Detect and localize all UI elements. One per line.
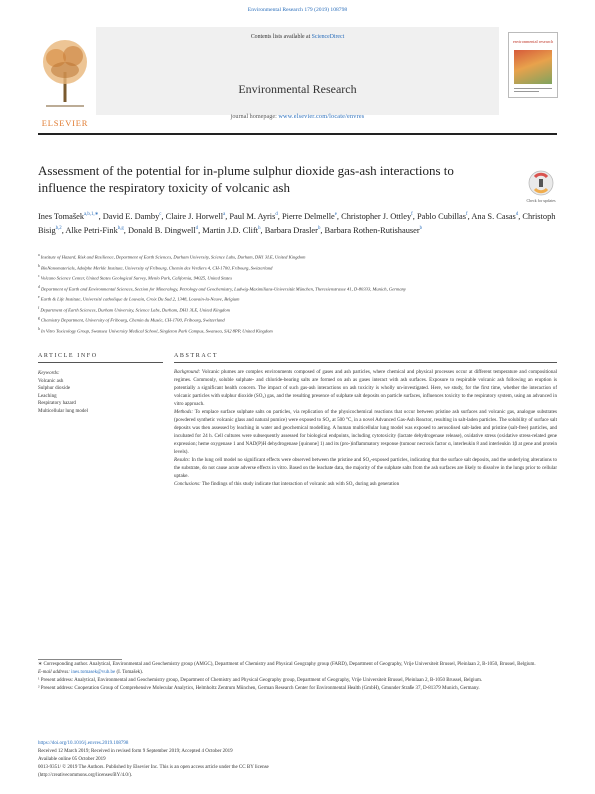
author[interactable]: Barbara Rothen-Rutishauser$^b$ — [324, 226, 423, 236]
author-list: Ines Tomašek$^{a,b,1,∗}$, David E. Damby$^c$, Claire J. Horwell$^a$, Paul M. Ayris$^d$, Pierre Delmelle$^e$, Christopher J. Ottley$^f$, Pablo Cubillas$^f$, Ana S. Casas$^d$, Christoph Bisig$^{b,2}$, Alke Petri-Fink$^{b,g}$, Donald B. Dingwell$^d$, Martin J.D. Clift$^h$, Barbara Drasler$^b$, Barbara Rothen-Rutishauser$^b$ — [38, 211, 556, 236]
author[interactable]: Pierre Delmelle$^e$ — [281, 211, 337, 221]
keyword: Multicellular lung model — [38, 408, 88, 414]
email-link[interactable]: ines.tomasek@vub.be — [71, 670, 116, 676]
journal-name: Environmental Research — [238, 82, 357, 96]
affiliation: $^f$ Department of Earth Sciences, Durham University, Science Labs, Durham, DH1 3LE, United Kingdom — [38, 305, 230, 313]
keyword: Leaching — [38, 393, 57, 399]
affiliation: $^b$ BioNanomaterials, Adolphe Merkle Institute, University of Fribourg, Chemin des Verdiers 4, CH-1700, Fribourg, Switzerland — [38, 263, 273, 271]
author[interactable]: Ana S. Casas$^d$ — [471, 211, 519, 221]
header-background — [96, 27, 499, 115]
check-for-updates-icon[interactable] — [526, 169, 556, 201]
received-dates: Received 12 March 2019; Received in revised form 9 September 2019; Accepted 4 October 2019 — [38, 749, 233, 755]
affiliation: $^d$ Department of Earth and Environmental Sciences, Section for Mineralogy, Petrology and Geochemistry, Ludwig-Maximilians-Universität München, Theresienstrasse 41, D-80333, Munich, Germany — [38, 284, 406, 292]
footnotes — [38, 661, 557, 693]
abstract-methods: Methods: To emplace surface sulphate salts on particles, via replication of the physicochemical reactions that occur between pristine ash surfaces and volcanic gas, analogue substrates (powdered synthetic volcanic glass and natural pumice) were exposed to SO₂ at 500 °C, in a novel Advanced Gas-Ash Reactor, resulting in salt-laden particles. The solubility of surface salt deposits was then assessed by leaching in water and geochemical modelling. A human multicellular lung model was exposed to aerosolised salt-laden and pristine (salt-free) particles, and incubated for 24 h. Cell cultures were subsequently assessed for biological endpoints, including cytotoxicity (lactate dehydrogenase release), oxidative stress (oxidative stress-related gene expression; heme oxygenase 1 and NAD(P)H dehydrogenase [quinone] 1) and its (pro-)inflammatory response (tumour necrosis factor α, interleukin 8 and interleukin 1β at gene and protein levels). — [174, 408, 558, 455]
sciencedirect-link[interactable]: ScienceDirect — [311, 34, 345, 40]
present-address-note: ² Present address: Cooperation Group of Comprehensive Molecular Analytics, Helmholtz Zentrum München, German Research Center for Environmental Health (GmbH), Gmunder Straße 37, D-81379 Munich, Germany. — [38, 686, 480, 692]
author[interactable]: Barbara Drasler$^b$ — [264, 226, 321, 236]
affiliation: $^g$ Chemistry Department, University of Fribourg, Chemin du Musée, CH-1700, Fribourg, Switzerland — [38, 316, 225, 323]
cover-image — [514, 50, 552, 84]
keywords-heading: Keywords: — [38, 371, 60, 376]
email-line: E-mail address: ines.tomasek@vub.be (I. Tomašek). — [38, 670, 144, 676]
corresponding-author-note: ∗ Corresponding author. Analytical, Environmental and Geochemistry group (AMGC), Department of Chemistry and Physical Geography group (FARD), Department of Geography, Vrije Universiteit Brussel, Pleinlaan 2, B-1050, Brussel, Belgium. — [38, 662, 536, 667]
author[interactable]: Donald B. Dingwell$^d$ — [127, 226, 199, 236]
author[interactable]: Martin J.D. Clift$^h$ — [202, 226, 261, 236]
publication-info — [38, 740, 557, 780]
affiliation: $^h$ In Vitro Toxicology Group, Swansea University Medical School, Singleton Park Campus, Swansea, SA2 8PP, United Kingdom — [38, 327, 273, 334]
keyword: Respiratory hazard — [38, 401, 76, 407]
keywords-block — [38, 370, 163, 416]
elsevier-logo — [38, 32, 92, 128]
abstract-heading: ABSTRACT — [174, 353, 219, 359]
cover-rule — [514, 88, 552, 89]
copyright-notice: 0013-9351/ © 2019 The Authors. Published by Elsevier Inc. This is an open access article under the CC BY license — [38, 765, 269, 771]
homepage-link[interactable]: www.elsevier.com/locate/envres — [278, 113, 365, 120]
abstract-results: Results: In the lung cell model no significant effects were observed between the pristine and SO₂-exposed particles, indicating that the surface salt deposits, and the underlying alterations to the substrate, do not cause acute adverse effects in vitro. Based on the leachate data, the majority of the sulphate salts from the ash surfaces are likely to dissolve in the lungs prior to cellular uptake. — [174, 456, 558, 479]
journal-cover[interactable] — [508, 32, 558, 98]
abstract-rule — [174, 362, 557, 363]
affiliation: $^c$ Volcano Science Center, United States Geological Survey, Menlo Park, California, 94025, United States — [38, 274, 233, 281]
keyword: Volcanic ash — [38, 378, 64, 384]
online-date: Available online 05 October 2019 — [38, 757, 106, 763]
article-title: Assessment of the potential for in-plume sulphur dioxide gas-ash interactions to influence the respiratory toxicity of volcanic ash — [38, 163, 454, 195]
author[interactable]: David E. Damby$^c$ — [102, 211, 162, 221]
cover-title: environmental research — [512, 39, 554, 44]
keyword: Sulphur dioxide — [38, 386, 71, 392]
affiliation-list — [38, 251, 557, 336]
author[interactable]: Pablo Cubillas$^f$ — [416, 211, 468, 221]
doi-link[interactable]: https://doi.org/10.1016/j.envres.2019.108798 — [38, 741, 129, 746]
article-info-heading: ARTICLE INFO — [38, 353, 98, 359]
elsevier-tree-icon — [38, 32, 92, 112]
abstract-body — [174, 369, 557, 489]
elsevier-wordmark: ELSEVIER — [41, 118, 89, 128]
footnote-rule — [38, 659, 122, 660]
author[interactable]: Claire J. Horwell$^a$ — [165, 211, 226, 221]
license-link[interactable]: (http://creativecommons.org/licenses/BY/4.0/). — [38, 773, 133, 779]
author[interactable]: Alke Petri-Fink$^{b,g}$ — [65, 226, 124, 236]
check-for-updates-label[interactable]: Check for updates — [526, 198, 556, 203]
author[interactable]: Christoph Bisig$^{b,2}$ — [38, 211, 556, 236]
abstract-conclusions: Conclusions: The findings of this study indicate that interaction of volcanic ash with SO₂ during ash generation — [174, 480, 400, 487]
journal-citation[interactable]: Environmental Research 179 (2019) 108798 — [247, 7, 348, 13]
contents-prefix: Contents lists available at — [250, 34, 312, 40]
affiliation: $^e$ Earth & Life Institute, Université catholique de Louvain, Croix Du Sud 2, 1348, Louvain-la-Neuve, Belgium — [38, 295, 240, 302]
author[interactable]: Ines Tomašek$^{a,b,1,∗}$ — [38, 211, 99, 221]
abstract-background: Background: Volcanic plumes are complex environments composed of gases and ash particles, where chemical and physical processes occur at different temperature and compositional regimes. Commonly, soluble sulphate- and chloride-bearing salts are formed on ash as gases interact with ash surfaces. Exposure to respirable volcanic ash following an eruption is potentially a significant health concern. The impact of such gas-ash interactions on ash toxicity is wholly un-investigated. Here, we study, for the first time, whether the interaction of volcanic particles with sulphur dioxide (SO₂) gas, and the resulting presence of sulphate salt deposits on particle surfaces, influences toxicity to the respiratory system, using an advanced in vitro approach. — [174, 369, 557, 407]
homepage-prefix: journal homepage: — [230, 113, 279, 120]
article-info-rule — [38, 362, 163, 363]
header-rule — [38, 133, 557, 135]
affiliation: $^a$ Institute of Hazard, Risk and Resilience, Department of Earth Sciences, Durham University, Science Labs, Durham, DH1 3LE, United Kingdom — [38, 253, 306, 260]
present-address-note: ¹ Present address: Analytical, Environmental and Geochemistry group, Department of Chemistry and Physical Geography group, Department of Geography, Vrije Universiteit Brussel, Pleinlaan 2, B-1050 Brussel, Belgium. — [38, 678, 483, 684]
author[interactable]: Christopher J. Ottley$^f$ — [341, 211, 413, 221]
author[interactable]: Paul M. Ayris$^d$ — [229, 211, 278, 221]
cover-rule — [514, 91, 539, 92]
